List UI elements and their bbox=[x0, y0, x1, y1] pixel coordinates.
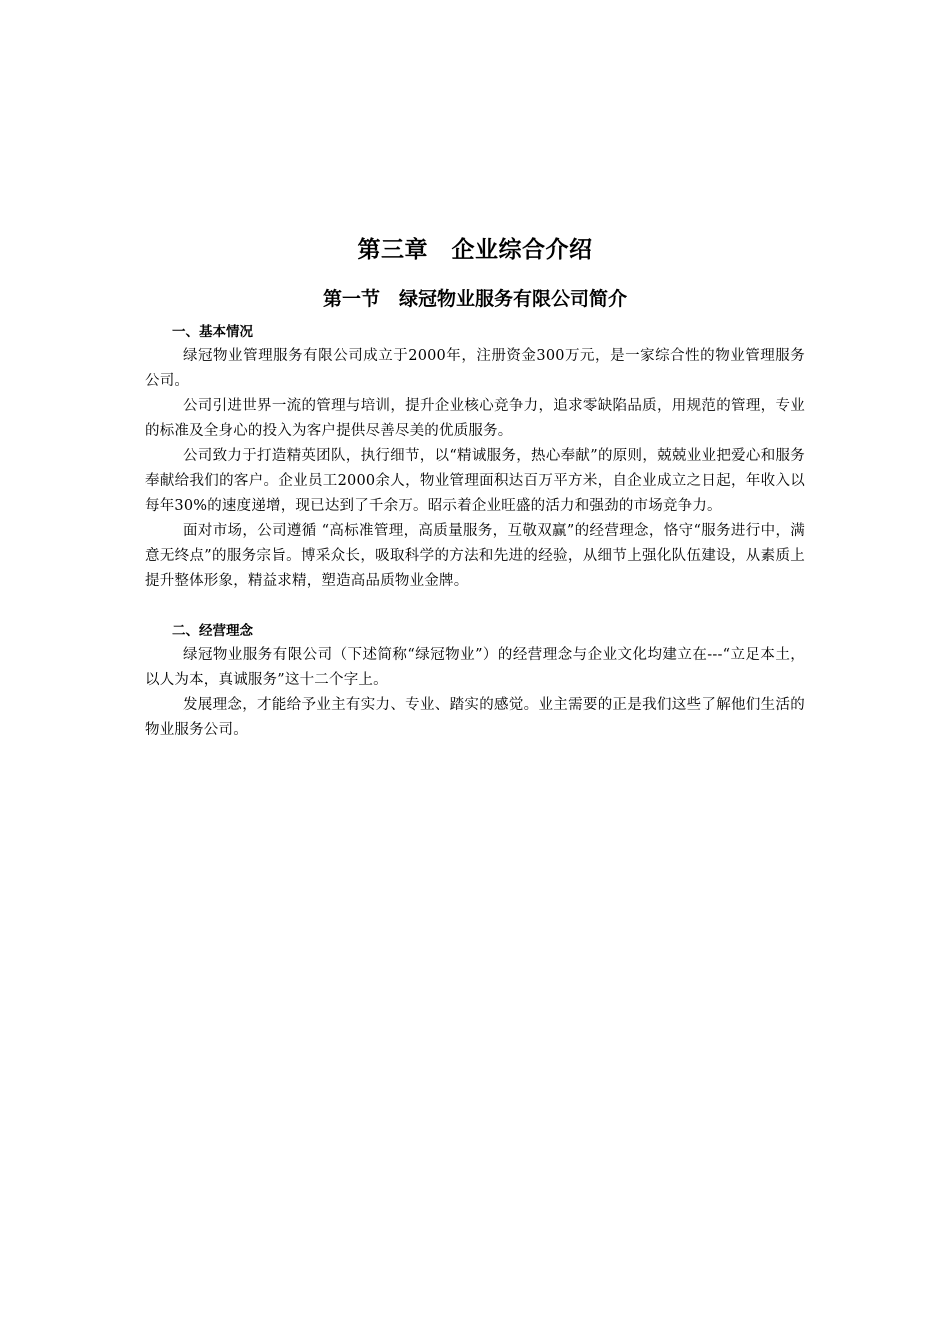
section-heading: 一、基本情况 bbox=[172, 324, 253, 340]
section-spacer bbox=[145, 594, 805, 619]
section-title: 第一节 绿冠物业服务有限公司简介 bbox=[322, 288, 627, 310]
chapter-title: 第三章 企业综合介绍 bbox=[357, 237, 593, 263]
paragraph: 发展理念，才能给予业主有实力、专业、踏实的感觉。业主需要的正是我们这些了解他们生活的物业服务公司。 bbox=[145, 697, 805, 738]
paragraph: 公司致力于打造精英团队，执行细节，以“精诚服务，热心奉献”的原则，兢兢业业把爱心和服务奉献给我们的客户。企业员工2000余人，物业管理面积达百万平方米，自企业成立之日起，年收入以每年30%的速度递增，现已达到了千余万。昭示着企业旺盛的活力和强劲的市场竞争力。 bbox=[145, 448, 805, 514]
section-heading: 二、经营理念 bbox=[172, 623, 253, 639]
paragraph: 绿冠物业管理服务有限公司成立于2000年，注册资金300万元，是一家综合性的物业管理服务公司。 bbox=[145, 348, 805, 389]
document-body bbox=[145, 232, 805, 743]
paragraph: 绿冠物业服务有限公司（下述简称“绿冠物业”）的经营理念与企业文化均建立在---“立足本土，以人为本，真诚服务”这十二个字上。 bbox=[145, 647, 805, 688]
section-basic-info bbox=[145, 320, 805, 594]
section-business-philosophy bbox=[145, 619, 805, 743]
paragraph: 公司引进世界一流的管理与培训，提升企业核心竞争力，追求零缺陷品质，用规范的管理，专业的标准及全身心的投入为客户提供尽善尽美的优质服务。 bbox=[145, 398, 805, 439]
paragraph: 面对市场，公司遵循 “高标准管理，高质量服务，互敬双赢”的经营理念，恪守“服务进行中，满意无终点”的服务宗旨。博采众长，吸取科学的方法和先进的经验，从细节上强化队伍建设，从素质上提升整体形象，精益求精，塑造高品质物业金牌。 bbox=[145, 523, 805, 589]
